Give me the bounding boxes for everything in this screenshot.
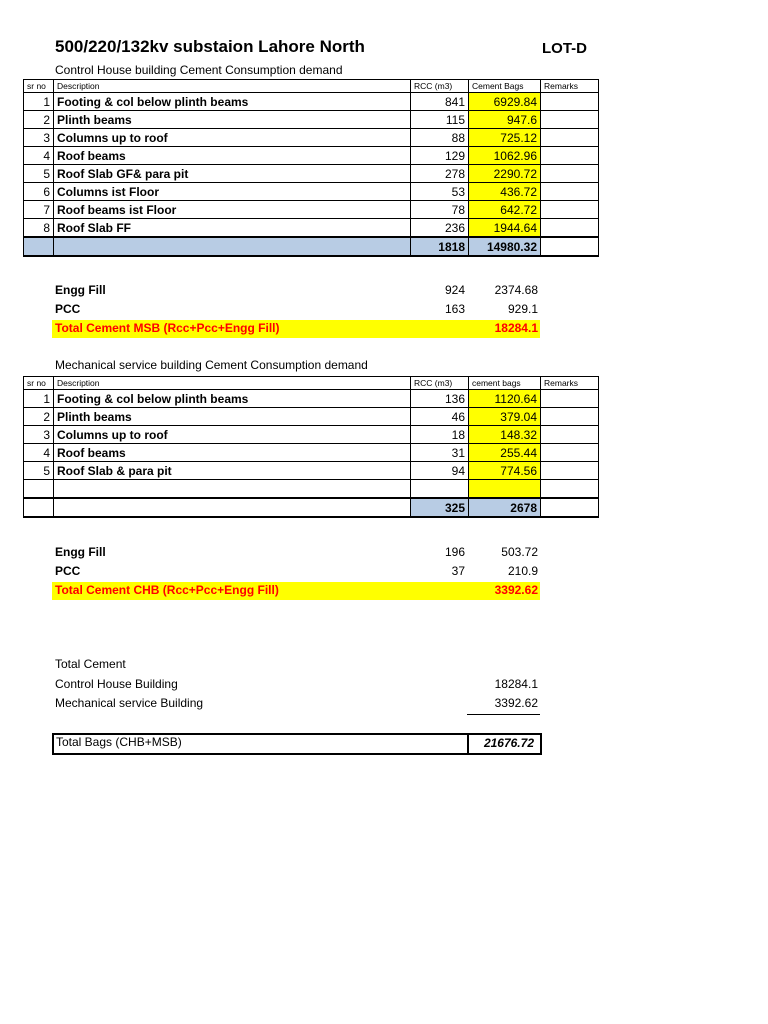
msb-total-row bbox=[24, 498, 599, 517]
chb-total-row bbox=[24, 237, 599, 256]
bags-cell: 1062.96 bbox=[469, 147, 541, 165]
rcc-cell: 18 bbox=[411, 426, 469, 444]
table-row bbox=[24, 201, 599, 219]
total-remarks-cell bbox=[541, 237, 599, 256]
col-bags-header: cement bags bbox=[469, 377, 541, 390]
remarks-cell bbox=[541, 129, 599, 147]
table-row bbox=[24, 390, 599, 408]
rcc-cell: 31 bbox=[411, 444, 469, 462]
msb-grand-total-label: Total Cement CHB (Rcc+Pcc+Engg Fill) bbox=[55, 583, 279, 597]
sr-cell: 3 bbox=[24, 426, 54, 444]
chb-table bbox=[23, 79, 599, 257]
msb-total-bags: 2678 bbox=[469, 498, 541, 517]
rcc-cell: 53 bbox=[411, 183, 469, 201]
chb-pcc-rcc: 163 bbox=[444, 302, 465, 316]
chb-total-bags: 14980.32 bbox=[469, 237, 541, 256]
msb-subtitle: Mechanical service building Cement Consumption demand bbox=[55, 358, 368, 372]
chb-grand-total-label: Total Cement MSB (Rcc+Pcc+Engg Fill) bbox=[55, 321, 280, 335]
bags-cell: 379.04 bbox=[469, 408, 541, 426]
msb-total-rcc: 325 bbox=[411, 498, 469, 517]
table-row bbox=[24, 183, 599, 201]
total-desc-cell bbox=[54, 498, 411, 517]
table-row bbox=[24, 444, 599, 462]
sr-cell: 6 bbox=[24, 183, 54, 201]
total-remarks-cell bbox=[541, 498, 599, 517]
remarks-cell bbox=[541, 165, 599, 183]
remarks-cell bbox=[541, 426, 599, 444]
sr-cell: 3 bbox=[24, 129, 54, 147]
summary-msb-value: 3392.62 bbox=[494, 696, 538, 710]
desc-cell: Roof beams ist Floor bbox=[54, 201, 411, 219]
chb-total-rcc: 1818 bbox=[411, 237, 469, 256]
remarks-cell bbox=[541, 93, 599, 111]
lot-label: LOT-D bbox=[542, 40, 587, 57]
chb-pcc-bags: 929.1 bbox=[507, 302, 538, 316]
summary-heading: Total Cement bbox=[55, 657, 126, 671]
rcc-cell: 94 bbox=[411, 462, 469, 480]
sr-cell: 8 bbox=[24, 219, 54, 238]
desc-cell: Columns up to roof bbox=[54, 129, 411, 147]
remarks-cell bbox=[541, 219, 599, 238]
rcc-cell: 236 bbox=[411, 219, 469, 238]
chb-grand-total-value: 18284.1 bbox=[494, 321, 538, 335]
remarks-cell bbox=[541, 444, 599, 462]
bags-cell: 642.72 bbox=[469, 201, 541, 219]
chb-pcc-label: PCC bbox=[55, 302, 81, 316]
bags-cell: 725.12 bbox=[469, 129, 541, 147]
table-row bbox=[24, 147, 599, 165]
remarks-cell bbox=[541, 462, 599, 480]
total-desc-cell bbox=[54, 237, 411, 256]
total-sr-cell bbox=[24, 498, 54, 517]
chb-subtitle: Control House building Cement Consumption demand bbox=[55, 63, 343, 77]
sr-cell: 2 bbox=[24, 408, 54, 426]
bags-cell: 436.72 bbox=[469, 183, 541, 201]
table-row bbox=[24, 219, 599, 238]
col-sr-header: sr no bbox=[24, 80, 54, 93]
col-sr-header: sr no bbox=[24, 377, 54, 390]
bags-cell: 6929.84 bbox=[469, 93, 541, 111]
sr-cell: 5 bbox=[24, 165, 54, 183]
desc-cell: Roof beams bbox=[54, 147, 411, 165]
sr-cell: 4 bbox=[24, 147, 54, 165]
sr-cell: 5 bbox=[24, 462, 54, 480]
rcc-cell: 88 bbox=[411, 129, 469, 147]
desc-cell: Footing & col below plinth beams bbox=[54, 93, 411, 111]
col-remarks-header: Remarks bbox=[541, 377, 599, 390]
desc-cell: Roof beams bbox=[54, 444, 411, 462]
table-row bbox=[24, 129, 599, 147]
table-row bbox=[24, 408, 599, 426]
remarks-cell bbox=[541, 390, 599, 408]
total-sr-cell bbox=[24, 237, 54, 256]
rcc-cell: 841 bbox=[411, 93, 469, 111]
col-desc-header: Description bbox=[54, 377, 411, 390]
chb-engg-fill-bags: 2374.68 bbox=[494, 283, 538, 297]
summary-underline bbox=[467, 714, 540, 715]
summary-msb-label: Mechanical service Building bbox=[55, 696, 204, 710]
chb-engg-fill-label: Engg Fill bbox=[55, 283, 106, 297]
remarks-cell bbox=[541, 183, 599, 201]
table-row bbox=[24, 426, 599, 444]
msb-pcc-label: PCC bbox=[55, 564, 81, 578]
msb-engg-fill-rcc: 196 bbox=[444, 545, 465, 559]
remarks-cell bbox=[541, 201, 599, 219]
rcc-cell: 136 bbox=[411, 390, 469, 408]
sr-cell: 1 bbox=[24, 93, 54, 111]
remarks-cell bbox=[541, 147, 599, 165]
remarks-cell bbox=[541, 408, 599, 426]
bags-cell: 947.6 bbox=[469, 111, 541, 129]
msb-engg-fill-bags: 503.72 bbox=[501, 545, 538, 559]
msb-engg-fill-label: Engg Fill bbox=[55, 545, 106, 559]
page-title: 500/220/132kv substaion Lahore North bbox=[55, 37, 365, 56]
chb-engg-fill-rcc: 924 bbox=[444, 283, 465, 297]
bags-cell: 2290.72 bbox=[469, 165, 541, 183]
msb-header-row bbox=[24, 377, 599, 390]
summary-total-value: 21676.72 bbox=[483, 736, 534, 750]
desc-cell: Plinth beams bbox=[54, 408, 411, 426]
desc-cell: Plinth beams bbox=[54, 111, 411, 129]
bags-cell: 255.44 bbox=[469, 444, 541, 462]
sr-cell: 4 bbox=[24, 444, 54, 462]
col-rcc-header: RCC (m3) bbox=[411, 377, 469, 390]
desc-cell: Footing & col below plinth beams bbox=[54, 390, 411, 408]
bags-cell: 148.32 bbox=[469, 426, 541, 444]
bags-cell: 1120.64 bbox=[469, 390, 541, 408]
chb-header-row bbox=[24, 80, 599, 93]
col-desc-header: Description bbox=[54, 80, 411, 93]
summary-chb-value: 18284.1 bbox=[494, 677, 538, 691]
table-row bbox=[24, 93, 599, 111]
bags-cell: 1944.64 bbox=[469, 219, 541, 238]
table-row-empty bbox=[24, 480, 599, 499]
col-rcc-header: RCC (m3) bbox=[411, 80, 469, 93]
table-row bbox=[24, 111, 599, 129]
msb-pcc-bags: 210.9 bbox=[507, 564, 538, 578]
msb-grand-total-value: 3392.62 bbox=[494, 583, 538, 597]
summary-total-label: Total Bags (CHB+MSB) bbox=[56, 735, 182, 749]
summary-chb-label: Control House Building bbox=[55, 677, 178, 691]
table-row bbox=[24, 462, 599, 480]
desc-cell: Roof Slab & para pit bbox=[54, 462, 411, 480]
col-remarks-header: Remarks bbox=[541, 80, 599, 93]
rcc-cell: 78 bbox=[411, 201, 469, 219]
sr-cell: 1 bbox=[24, 390, 54, 408]
desc-cell: Roof Slab GF& para pit bbox=[54, 165, 411, 183]
table-row bbox=[24, 165, 599, 183]
desc-cell: Columns up to roof bbox=[54, 426, 411, 444]
desc-cell: Columns ist Floor bbox=[54, 183, 411, 201]
sr-cell: 2 bbox=[24, 111, 54, 129]
rcc-cell: 129 bbox=[411, 147, 469, 165]
rcc-cell: 115 bbox=[411, 111, 469, 129]
sr-cell: 7 bbox=[24, 201, 54, 219]
col-bags-header: Cement Bags bbox=[469, 80, 541, 93]
rcc-cell: 278 bbox=[411, 165, 469, 183]
msb-table bbox=[23, 376, 599, 518]
remarks-cell bbox=[541, 111, 599, 129]
bags-cell: 774.56 bbox=[469, 462, 541, 480]
rcc-cell: 46 bbox=[411, 408, 469, 426]
desc-cell: Roof Slab FF bbox=[54, 219, 411, 238]
msb-pcc-rcc: 37 bbox=[451, 564, 465, 578]
